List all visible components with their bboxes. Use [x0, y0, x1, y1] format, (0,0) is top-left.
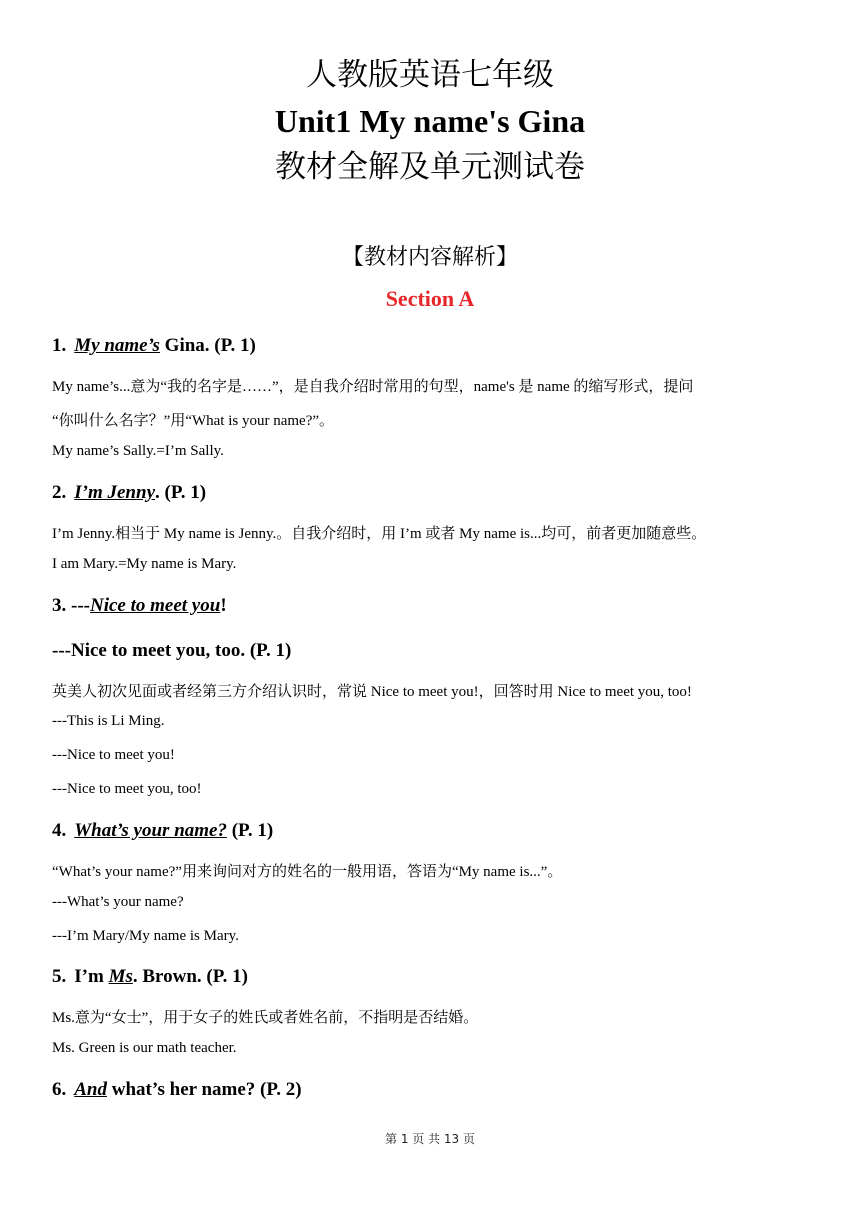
heading-rest: . (P. 1) [155, 482, 207, 503]
key-phrase: Ms [108, 966, 133, 987]
title-line-2: Unit1 My name's Gina [274, 103, 586, 139]
heading-rest: ! [220, 595, 227, 616]
item-2-heading [52, 482, 206, 504]
item-2-line-1: I’m Jenny.相当于 My name is Jenny.。自我介绍时，用 I’m 或者 My name is...均可，前者更加随意些。 [52, 526, 707, 542]
item-4-line-3: ---I’m Mary/My name is Mary. [52, 928, 239, 944]
item-number: 6. [52, 1079, 67, 1100]
item-1-line-3: My name’s Sally.=I’m Sally. [52, 443, 224, 459]
item-4-heading [52, 820, 273, 842]
item-1-line-1: My name’s...意为“我的名字是……”，是自我介绍时常用的句型，name's 是 name 的缩写形式，提问 [52, 379, 694, 395]
heading-rest: Gina. (P. 1) [159, 335, 256, 356]
heading-pre: I’m [74, 966, 109, 987]
item-2-line-2: I am Mary.=My name is Mary. [52, 556, 237, 572]
title-line-3: 教材全解及单元测试卷 [275, 149, 585, 185]
key-phrase: What’s your name? [74, 820, 227, 841]
heading-rest: . Brown. (P. 1) [132, 966, 248, 987]
item-3-heading-response: ---Nice to meet you, too. (P. 1) [52, 640, 292, 661]
item-6-heading [52, 1079, 302, 1101]
item-3-line-3: ---Nice to meet you! [52, 747, 175, 763]
item-4-line-2: ---What’s your name? [52, 894, 184, 910]
item-number: 4. [52, 820, 67, 841]
item-4-line-1: “What’s your name?”用来询问对方的姓名的一般用语，答语为“My name is...”。 [52, 864, 563, 880]
item-3-heading [52, 595, 227, 617]
item-1-line-2: “你叫什么名字？”用“What is your name?”。 [52, 413, 335, 429]
item-3-line-1: 英美人初次见面或者经第三方介绍认识时，常说 Nice to meet you!，回答时用 Nice to meet you, too! [52, 684, 692, 700]
document-title [0, 52, 860, 190]
item-5-heading [52, 966, 248, 988]
item-number: 5. [52, 966, 67, 987]
key-phrase: Nice to meet you [89, 595, 221, 616]
item-3-line-2: ---This is Li Ming. [52, 713, 165, 729]
item-number: 2. [52, 482, 67, 503]
item-3-line-4: ---Nice to meet you, too! [52, 781, 202, 797]
item-number: 1. [52, 335, 67, 356]
item-1-heading [52, 335, 256, 357]
key-phrase: And [74, 1079, 107, 1100]
content-heading: 【教材内容解析】 [341, 245, 518, 270]
section-a-heading: Section A [385, 286, 475, 311]
item-number: 3. --- [52, 595, 90, 616]
heading-rest: (P. 1) [226, 820, 274, 841]
page-footer: 第 1 页 共 13 页 [385, 1132, 475, 1146]
key-phrase: I’m Jenny [74, 482, 155, 503]
title-line-1: 人教版英语七年级 [306, 57, 554, 93]
item-5-line-1: Ms.意为“女士”，用于女子的姓氏或者姓名前，不指明是否结婚。 [52, 1010, 479, 1026]
key-phrase: My name’s [74, 335, 160, 356]
heading-rest: what’s her name? (P. 2) [107, 1079, 302, 1100]
item-5-line-2: Ms. Green is our math teacher. [52, 1040, 237, 1056]
